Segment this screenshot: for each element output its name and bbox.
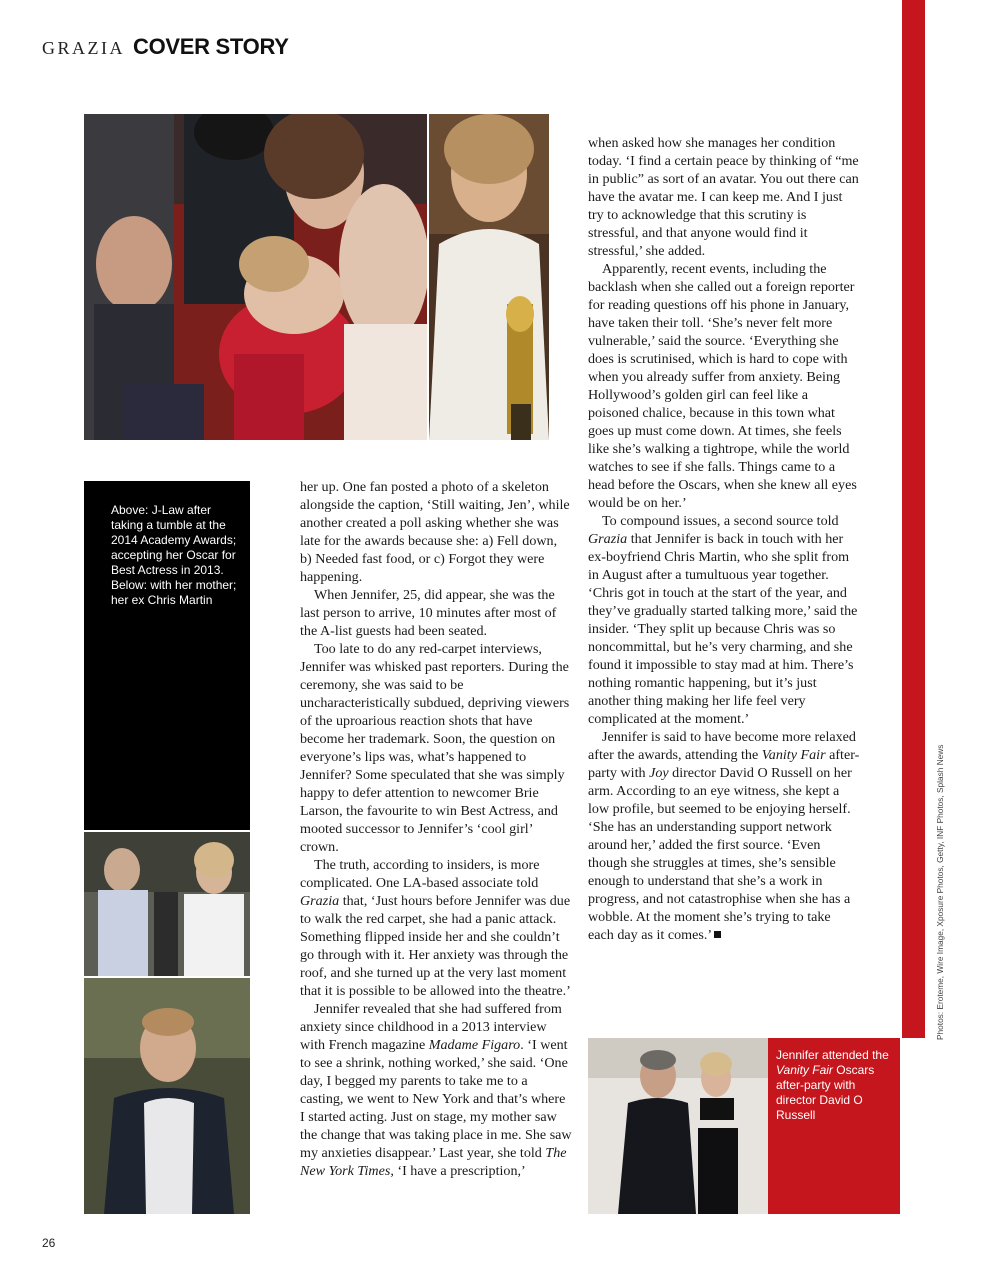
section-title: COVER STORY — [133, 34, 289, 59]
paragraph: Apparently, recent events, including the backlash when she called out a foreign reporter for reading questions off his phone in January, have taken their toll. ‘She’s never felt more vulnerable,’ said the source. ‘Everything she does is scrutinised, which is hard to cope with when you already suffer from anxiety. Being Hollywood’s golden girl can feel like a poisoned chalice, because in this town what goes up must come down. At times, she feels like she’s walking a tightrope, while the world watches to see if she falls. Things came to a head before the Oscars, when she knew all eyes would be on her.’ — [588, 261, 857, 511]
red-edge-bar — [902, 0, 925, 1038]
photo-caption-box — [84, 481, 250, 830]
party-caption-box — [768, 1038, 900, 1214]
paragraph: When Jennifer, 25, did appear, she was the last person to arrive, 10 minutes after most of the A-list guests had been seated. — [300, 587, 557, 639]
paragraph: her up. One fan posted a photo of a skeleton alongside the caption, ‘Still waiting, Jen’, while another created a poll asking whether she was late for the awards because she: a) Fell down, b) Needed fast food, or c) Forgot they were happening. — [300, 479, 570, 585]
photo-vanity-fair-party — [588, 1038, 768, 1214]
masthead-logo: GRAZIA — [42, 38, 125, 58]
article-column-3 — [588, 134, 860, 944]
paragraph: To compound issues, a second source told Grazia that Jennifer is back in touch with her ex-boyfriend Chris Martin, who she split from in August after a tumultuous year together. ‘Chris got in touch at the start of the year, and they’ve gradually started talking more,’ said the insider. ‘They split up because Chris was so noncommittal, but he’s very charming, and she found it impossible to stay mad at him. There’s nothing romantic happening, but it’s just another thing making her life feel very complicated at the moment.’ — [588, 513, 858, 727]
paragraph: Jennifer revealed that she had suffered from anxiety since childhood in a 2013 interview with French magazine Madame Figaro. ‘I went to see a shrink, nothing worked,’ she said. ‘One day, I begged my parents to take me to a casting, we went to New York and that’s where I started acting. Just on stage, my mother saw the change that was taking place in me. She saw my anxieties disappear.’ Last year, she told The New York Times, ‘I have a prescription,’ — [300, 1001, 572, 1179]
end-mark-icon — [714, 931, 721, 938]
party-caption-text: Jennifer attended the Vanity Fair Oscars after-party with director David O Russell — [776, 1048, 889, 1122]
paragraph: when asked how she manages her condition today. ‘I find a certain peace by thinking of “me in public” as sort of an avatar. You out there can have the avatar me. I can keep me. And I just try to acknowledge that this scrutiny is stressful, and that anyone would find it stressful,’ she added. — [588, 135, 859, 259]
photo-with-mother — [84, 832, 250, 976]
photo-chris-martin — [84, 978, 250, 1214]
paragraph: Jennifer is said to have become more relaxed after the awards, attending the Vanity Fair after-party with Joy director David O Russell on her arm. According to an eye witness, she kept a low profile, but seemed to be enjoying herself. ‘She has an understanding support network around her,’ added the first source. ‘Even though she struggles at times, she’s sensible enough to understand that she’s a work in progress, and not catastrophise when she has a wobble. At the moment she’s trying to take each day as it comes.’ — [588, 729, 860, 943]
photo-oscar-acceptance — [429, 114, 549, 440]
photo-credits: Photos: Eroteme, Wire Image, Xposure Photos, Getty, INF Photos, Splash News — [935, 744, 945, 1040]
page-number: 26 — [42, 1236, 56, 1250]
paragraph: The truth, according to insiders, is more complicated. One LA-based associate told Grazia that, ‘Just hours before Jennifer was due to walk the red carpet, she had a panic attack. Something flipped inside her and she couldn’t go through with it. Her anxiety was through the roof, and she turned up at the very last moment that it is possible to be allowed into the theatre.’ — [300, 857, 571, 999]
paragraph: Too late to do any red-carpet interviews, Jennifer was whisked past reporters. During the ceremony, she was said to be uncharacteristically subdued, depriving viewers of the uproarious reaction shots that have become her trademark. Soon, the question on everyone’s lips was, what’s happened to Jennifer? Some speculated that she was simply happy to defer attention to newcomer Brie Larson, the favourite to win Best Actress, and mooted successor to Jennifer’s ‘cool girl’ crown. — [300, 641, 570, 855]
page-header — [42, 34, 289, 60]
photo-caption-text: Above: J-Law after taking a tumble at the 2014 Academy Awards; accepting her Oscar for Best Actress in 2013. Below: with her mother; her ex Chris Martin — [111, 503, 237, 607]
photo-fall-red-carpet — [84, 114, 427, 440]
article-column-2 — [300, 478, 572, 1180]
